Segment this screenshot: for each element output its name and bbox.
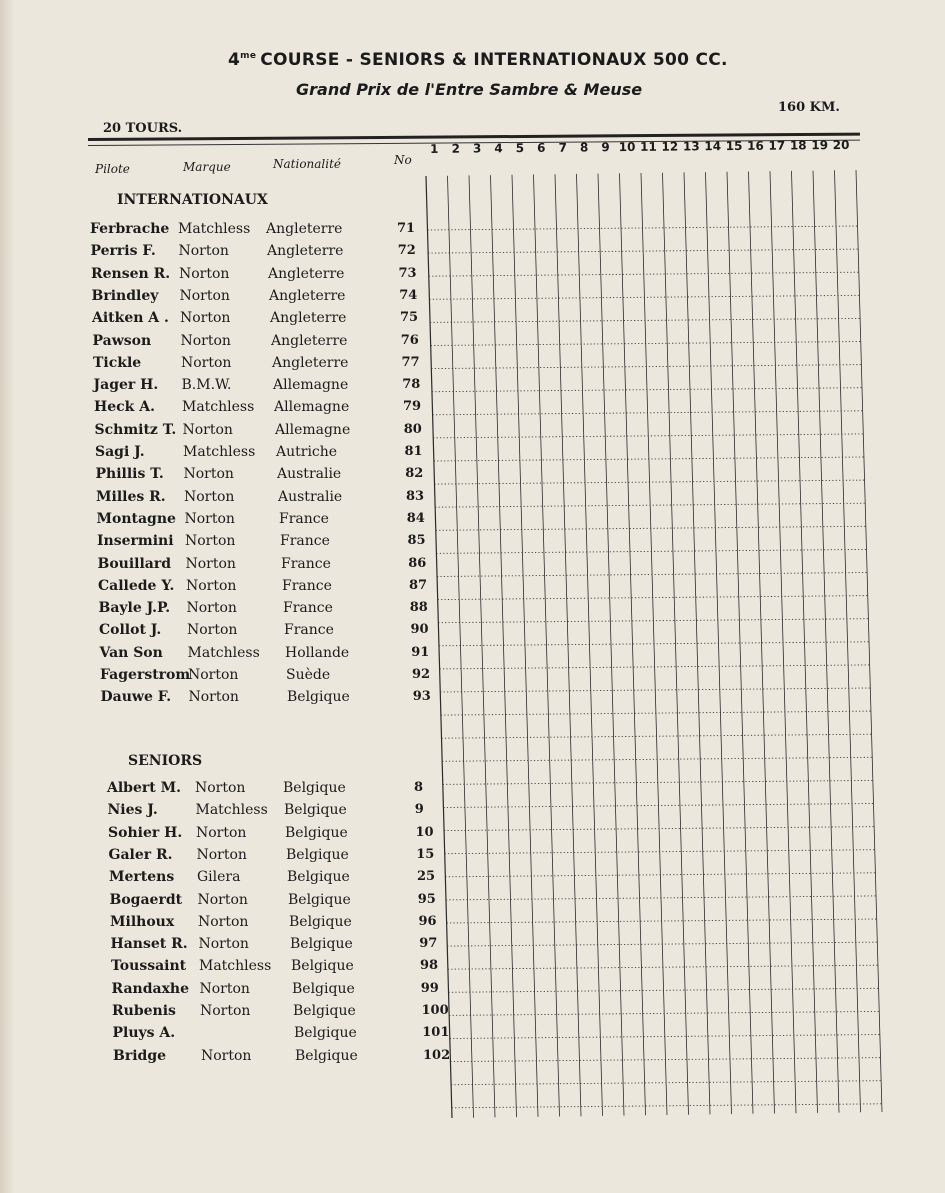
- rider-make: Norton: [185, 555, 236, 572]
- rider-row: [0, 780, 440, 802]
- rider-make: Matchless: [182, 399, 255, 416]
- rider-row: [0, 288, 440, 310]
- rider-row: [0, 1025, 450, 1047]
- rider-make: Norton: [197, 891, 248, 908]
- rider-make: Norton: [180, 310, 231, 327]
- rider-name: Sohier H.: [108, 824, 183, 841]
- rider-number: 101: [422, 1025, 450, 1041]
- rider-name: Montagne: [96, 510, 176, 527]
- lap-number-15: 15: [725, 138, 743, 154]
- lap-column-line: [512, 175, 538, 1117]
- lap-number-20: 20: [832, 137, 850, 153]
- lap-column-line: [577, 174, 603, 1116]
- rider-name: Bayle J.P.: [98, 600, 171, 617]
- rider-nationality: France: [284, 622, 334, 639]
- rider-number: 78: [402, 377, 421, 393]
- rider-number: 86: [408, 555, 427, 571]
- rider-nationality: Belgique: [283, 780, 346, 796]
- rider-number: 74: [399, 287, 418, 303]
- rider-name: Callede Y.: [98, 577, 175, 594]
- rider-row: [0, 266, 440, 288]
- rider-make: Matchless: [199, 958, 272, 975]
- lap-column-line: [555, 174, 581, 1116]
- rider-make: Norton: [182, 421, 233, 438]
- rider-number: 90: [410, 622, 429, 638]
- rider-number: 79: [403, 399, 422, 415]
- rider-name: Bouillard: [97, 555, 172, 572]
- rider-make: Norton: [201, 1047, 252, 1064]
- rider-nationality: Angleterre: [269, 287, 346, 304]
- column-header-marque: Marque: [183, 160, 231, 174]
- rider-row: [0, 399, 440, 421]
- rider-number: 87: [409, 577, 428, 593]
- rider-row: [0, 645, 440, 667]
- lap-column-line: [598, 174, 624, 1116]
- rider-row: [0, 802, 440, 824]
- rider-name: Sagi J.: [95, 444, 145, 460]
- rider-make: Norton: [181, 354, 232, 371]
- rider-row: [0, 578, 440, 600]
- rider-name: Milhoux: [110, 913, 175, 930]
- rider-make: Norton: [180, 332, 231, 349]
- rider-make: Norton: [183, 466, 234, 483]
- rider-row: [0, 533, 440, 555]
- rider-number: 97: [419, 936, 438, 952]
- column-header-nationalite: Nationalité: [273, 157, 342, 171]
- rider-name: Randaxhe: [111, 980, 189, 997]
- rider-nationality: Belgique: [294, 1025, 357, 1042]
- rider-row: [0, 869, 440, 891]
- race-number-suffix: me: [240, 51, 257, 62]
- lap-number-16: 16: [747, 138, 764, 153]
- rider-name: Bogaerdt: [109, 891, 183, 908]
- lap-number-3: 3: [472, 141, 482, 156]
- rider-nationality: Belgique: [285, 824, 348, 841]
- rider-number: 93: [412, 689, 431, 705]
- rider-name: Van Son: [99, 644, 163, 661]
- rider-make: Norton: [184, 510, 235, 527]
- rider-nationality: Angleterre: [270, 310, 347, 327]
- rider-name: Albert M.: [107, 780, 181, 796]
- rider-number: 10: [415, 824, 434, 840]
- rider-nationality: Belgique: [291, 958, 354, 975]
- rider-row: [0, 444, 440, 466]
- rider-number: 81: [404, 444, 423, 459]
- rider-row: [0, 958, 440, 980]
- rider-make: B.M.W.: [181, 377, 232, 394]
- rider-name: Hanset R.: [110, 936, 188, 953]
- rider-nationality: France: [282, 577, 332, 594]
- lap-column-line: [835, 170, 861, 1112]
- rider-nationality: Belgique: [293, 1003, 356, 1019]
- lap-number-11: 11: [640, 139, 657, 154]
- rider-number: 72: [397, 243, 416, 259]
- rider-name: Pawson: [92, 332, 152, 349]
- rider-row: [0, 556, 440, 578]
- rider-make: Gilera: [197, 869, 241, 886]
- rider-make: Norton: [187, 622, 238, 639]
- rider-number: 76: [400, 332, 419, 348]
- rider-row: [0, 600, 440, 622]
- rider-nationality: Belgique: [287, 869, 350, 886]
- rider-row: [0, 243, 440, 265]
- race-title-text: COURSE - SENIORS & INTERNATIONAUX 500 CC.: [260, 50, 728, 70]
- rider-number: 98: [420, 958, 439, 974]
- rider-row: [0, 489, 440, 511]
- rider-name: Collot J.: [99, 622, 162, 639]
- rider-row: [0, 310, 440, 332]
- rider-number: 71: [397, 221, 416, 236]
- rider-make: Norton: [186, 600, 237, 617]
- rider-make: Norton: [188, 667, 239, 683]
- rider-nationality: Belgique: [286, 846, 349, 863]
- rider-number: 95: [417, 891, 436, 907]
- rider-number: 9: [414, 802, 424, 818]
- rider-nationality: France: [281, 555, 331, 572]
- rider-name: Rubenis: [112, 1003, 176, 1019]
- section-title: INTERNATIONAUX: [117, 192, 268, 208]
- race-distance: 160 KM.: [778, 100, 840, 115]
- lap-number-9: 9: [601, 140, 610, 155]
- column-header-pilote: Pilote: [95, 162, 130, 176]
- rider-nationality: Belgique: [289, 913, 352, 930]
- rider-make: Matchless: [178, 221, 251, 237]
- rider-row: [0, 825, 440, 847]
- race-subtitle: Grand Prix de l'Entre Sambre & Meuse: [296, 80, 643, 99]
- rider-name: Brindley: [91, 287, 159, 304]
- rider-name: Perris F.: [90, 243, 156, 260]
- lap-number-2: 2: [451, 141, 460, 156]
- rider-name: Milles R.: [96, 488, 166, 505]
- rider-make: Norton: [188, 689, 239, 706]
- rider-nationality: Australie: [278, 488, 343, 505]
- rider-nationality: Angleterre: [267, 243, 344, 260]
- rider-make: Norton: [186, 577, 237, 594]
- rider-name: Pluys A.: [112, 1025, 176, 1042]
- rider-nationality: Belgique: [290, 936, 353, 953]
- rider-name: Rensen R.: [91, 265, 171, 282]
- lap-column-line: [534, 175, 560, 1117]
- lap-column-line: [856, 170, 882, 1112]
- rider-nationality: Belgique: [292, 980, 355, 997]
- lap-column-line: [491, 175, 517, 1117]
- rider-make: Norton: [198, 936, 249, 953]
- rider-row: [0, 377, 440, 399]
- rider-make: Norton: [198, 913, 249, 930]
- lap-number-7: 7: [558, 140, 567, 155]
- rider-number: 75: [400, 310, 419, 326]
- lap-number-6: 6: [537, 140, 546, 155]
- rider-row: [0, 1047, 451, 1070]
- rider-nationality: Allemagne: [274, 399, 350, 416]
- rider-name: Ferbrache: [90, 221, 170, 237]
- rider-name: Heck A.: [94, 399, 155, 416]
- rider-name: Jager H.: [93, 377, 159, 394]
- rider-make: Norton: [195, 780, 246, 796]
- rider-nationality: Hollande: [285, 644, 350, 661]
- rider-nationality: Belgique: [287, 689, 350, 706]
- rider-nationality: Angleterre: [272, 354, 349, 371]
- rider-make: Norton: [179, 287, 230, 304]
- lap-number-19: 19: [811, 138, 829, 153]
- rider-number: 102: [423, 1047, 451, 1063]
- rider-make: Norton: [199, 980, 250, 997]
- rider-make: Norton: [185, 533, 236, 550]
- rider-nationality: Autriche: [276, 444, 338, 460]
- rider-number: 84: [406, 510, 425, 526]
- rider-nationality: Angleterre: [268, 265, 345, 282]
- rider-name: Mertens: [109, 869, 175, 886]
- rider-number: 80: [403, 421, 422, 437]
- rider-nationality: Belgique: [295, 1047, 358, 1064]
- rider-row: [0, 689, 440, 711]
- rider-number: 83: [406, 488, 425, 504]
- rider-make: Norton: [178, 243, 229, 260]
- race-number: 4: [228, 50, 241, 70]
- rider-name: Tickle: [93, 354, 142, 371]
- rider-make: Matchless: [187, 644, 260, 661]
- rider-row: [0, 1003, 449, 1025]
- rider-name: Phillis T.: [95, 466, 164, 483]
- rider-row: [0, 981, 440, 1003]
- rider-number: 25: [417, 869, 436, 885]
- rider-make: Matchless: [195, 802, 268, 819]
- lap-number-17: 17: [768, 138, 786, 153]
- rider-number: 85: [407, 533, 426, 549]
- lap-number-14: 14: [704, 139, 722, 154]
- rider-number: 88: [409, 600, 428, 616]
- lap-number-18: 18: [789, 138, 807, 153]
- rider-row: [0, 914, 440, 936]
- lap-number-12: 12: [661, 139, 679, 154]
- section-title: SENIORS: [128, 753, 203, 769]
- lap-column-line: [813, 171, 839, 1113]
- rider-make: Norton: [196, 824, 247, 841]
- rider-number: 99: [420, 980, 439, 996]
- rider-nationality: Angleterre: [271, 332, 348, 349]
- rider-make: Norton: [184, 488, 235, 505]
- column-header-numero: No: [394, 153, 412, 167]
- lap-number-4: 4: [494, 141, 503, 156]
- lap-number-1: 1: [430, 141, 439, 156]
- rider-number: 77: [401, 354, 420, 370]
- rider-name: Fagerstrom: [100, 667, 191, 683]
- rider-nationality: France: [283, 600, 333, 617]
- rider-name: Bridge: [113, 1047, 167, 1064]
- rider-name: Aitken A .: [92, 310, 169, 327]
- rider-nationality: Australie: [277, 466, 342, 483]
- rider-name: Schmitz T.: [94, 421, 177, 438]
- rider-row: [0, 892, 440, 914]
- rider-number: 8: [414, 780, 424, 795]
- rider-nationality: Belgique: [284, 802, 347, 819]
- rider-row: [0, 667, 440, 689]
- rider-row: [0, 333, 440, 355]
- rider-row: [0, 511, 440, 533]
- rider-number: 82: [405, 466, 424, 482]
- rider-row: [0, 936, 440, 958]
- rider-nationality: France: [280, 533, 330, 550]
- rider-row: [0, 847, 440, 869]
- rider-row: [0, 422, 440, 444]
- rider-nationality: Angleterre: [266, 221, 343, 237]
- rider-make: Matchless: [183, 444, 256, 460]
- rider-number: 91: [411, 644, 430, 660]
- rider-nationality: Suède: [286, 667, 331, 683]
- rider-row: [0, 466, 440, 488]
- rider-name: Toussaint: [111, 958, 187, 975]
- rider-make: Norton: [196, 846, 247, 863]
- rider-number: 15: [416, 846, 435, 862]
- rider-nationality: Allemagne: [273, 377, 349, 394]
- rider-row: [0, 622, 440, 644]
- rider-number: 100: [421, 1003, 449, 1018]
- laps-count: 20 TOURS.: [103, 121, 183, 136]
- rider-row: [0, 221, 440, 243]
- lap-column-line: [469, 175, 495, 1117]
- rider-nationality: Belgique: [288, 891, 351, 908]
- lap-number-10: 10: [618, 139, 636, 155]
- rider-name: Dauwe F.: [100, 689, 172, 706]
- lap-number-13: 13: [682, 139, 700, 154]
- lap-number-5: 5: [515, 141, 525, 156]
- rider-number: 96: [418, 913, 437, 929]
- rider-number: 92: [412, 667, 431, 682]
- rider-number: 73: [398, 265, 417, 281]
- lap-number-8: 8: [579, 140, 589, 155]
- rider-name: Nies J.: [107, 802, 158, 819]
- rider-name: Galer R.: [108, 846, 173, 863]
- rider-name: Insermini: [97, 533, 174, 550]
- rider-nationality: France: [279, 510, 329, 527]
- rider-make: Norton: [200, 1003, 251, 1019]
- rider-nationality: Allemagne: [275, 421, 351, 438]
- rider-make: Norton: [179, 265, 230, 282]
- rider-row: [0, 355, 440, 377]
- lap-column-line: [448, 176, 474, 1118]
